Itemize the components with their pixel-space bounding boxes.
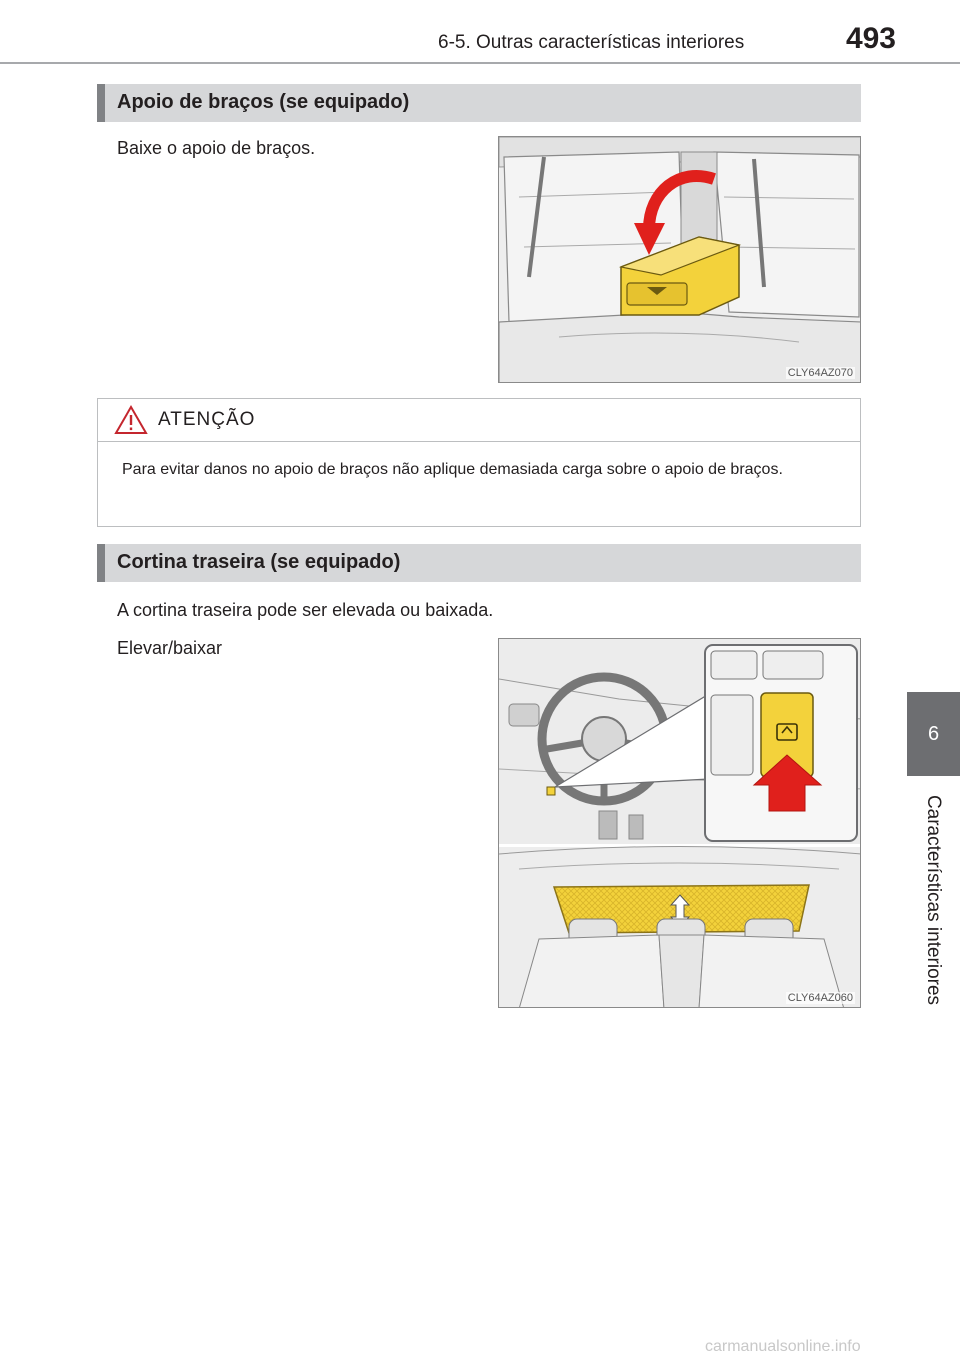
page-number: 493 [845, 22, 896, 55]
chapter-tab[interactable] [907, 692, 960, 776]
watermark: carmanualsonline.info [705, 1338, 861, 1355]
section-title: Apoio de braços (se equipado) [117, 91, 410, 113]
warning-triangle-icon [114, 405, 148, 435]
rear-curtain-step: Elevar/baixar [117, 638, 223, 658]
figure-code: CLY64AZ060 [787, 992, 853, 1004]
section-heading-armrest [97, 84, 861, 122]
caution-text: Para evitar danos no apoio de braços não aplique demasiada carga sobre o apoio de braços. [122, 461, 783, 478]
rear-curtain-illustration [499, 639, 861, 1008]
header-rule [0, 62, 960, 64]
rear-curtain-description: A cortina traseira pode ser elevada ou baixada. [117, 600, 494, 620]
rear-curtain-figure [498, 638, 861, 1008]
caution-box [97, 398, 861, 527]
armrest-figure [498, 136, 861, 383]
armrest-illustration [499, 137, 861, 383]
chapter-number: 6 [927, 722, 940, 745]
caution-header [98, 399, 860, 442]
figure-code: CLY64AZ070 [787, 367, 853, 379]
chapter-label: Características interiores [923, 794, 944, 1006]
caution-title: ATENÇÃO [158, 409, 256, 430]
section-heading-rear-curtain [97, 544, 861, 582]
section-title: Cortina traseira (se equipado) [117, 551, 401, 573]
running-header: 6-5. Outras características interiores [438, 32, 745, 53]
armrest-instruction: Baixe o apoio de braços. [117, 138, 316, 158]
